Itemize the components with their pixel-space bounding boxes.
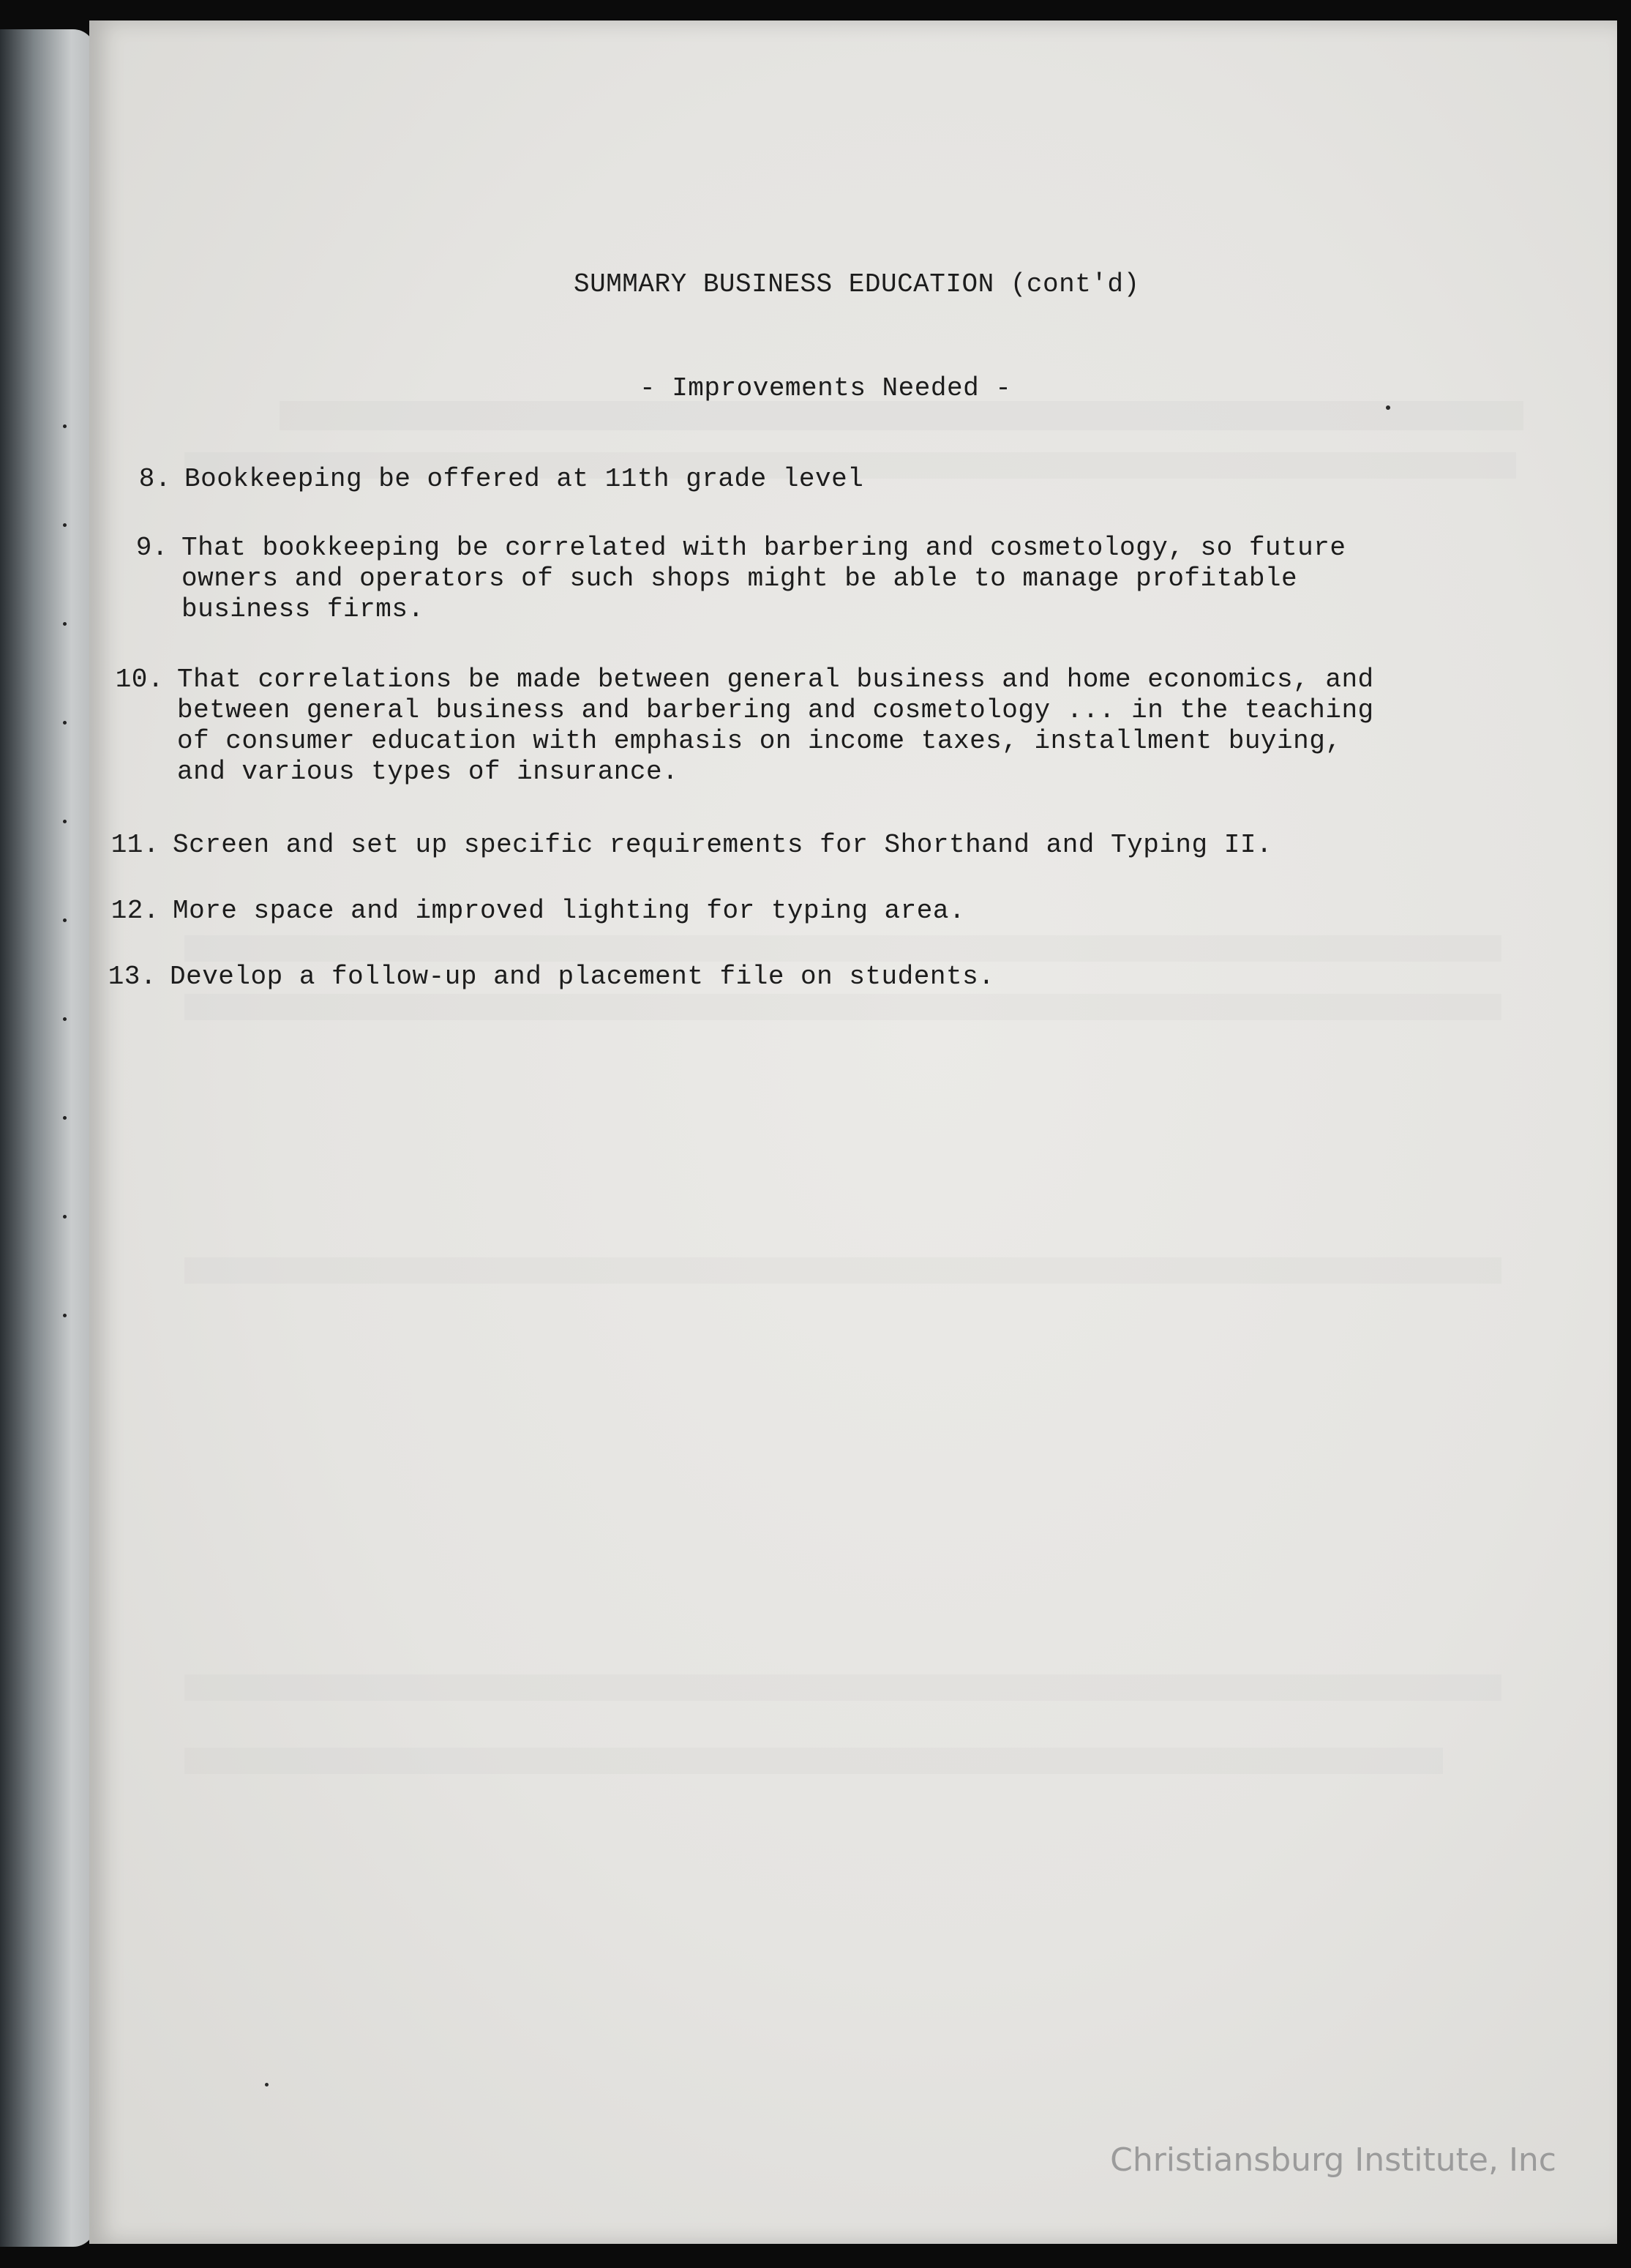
- item-text: Screen and set up specific requirements for Shorthand and Typing II.: [173, 830, 1273, 860]
- list-item: [89, 830, 1272, 861]
- bleed-through-line: [184, 1257, 1501, 1284]
- binding-hole: [63, 1215, 67, 1219]
- binding-hole: [63, 622, 67, 626]
- list-item: [86, 962, 994, 992]
- item-text: More space and improved lighting for typing area.: [173, 896, 966, 926]
- bleed-through-line: [184, 1748, 1443, 1774]
- section-heading: - Improvements Needed -: [640, 373, 1012, 403]
- item-text: That bookkeeping be correlated with barbering and cosmetology, so future owners and operators of such shops might be able to manage profitable business firms.: [181, 533, 1346, 624]
- bleed-through-line: [280, 401, 1523, 430]
- binding-hole: [63, 1017, 67, 1021]
- list-item: [94, 665, 1374, 787]
- list-item: [89, 896, 965, 927]
- stray-mark: [265, 2083, 269, 2087]
- item-number: 13.: [108, 962, 157, 992]
- binding-hole: [63, 523, 67, 527]
- facing-page-edge: [0, 29, 95, 2247]
- list-item: [117, 464, 863, 495]
- binding-hole: [63, 1314, 67, 1317]
- binding-hole: [63, 1116, 67, 1120]
- item-number: 11.: [110, 830, 160, 860]
- bleed-through-line: [184, 994, 1501, 1020]
- bleed-through-line: [184, 1674, 1501, 1701]
- binding-hole: [63, 820, 67, 823]
- item-text: Develop a follow-up and placement file on students.: [170, 962, 995, 992]
- bleed-through-line: [184, 935, 1501, 962]
- binding-hole: [63, 721, 67, 725]
- watermark: Christiansburg Institute, Inc: [1110, 2141, 1556, 2179]
- item-number: 8.: [138, 464, 171, 494]
- item-number: 10.: [115, 665, 164, 695]
- binding-hole: [63, 424, 67, 428]
- document-page: [89, 20, 1617, 2244]
- item-number: 9.: [135, 533, 168, 563]
- list-item: [116, 533, 1346, 625]
- stray-mark: [1386, 405, 1390, 410]
- item-number: 12.: [110, 896, 160, 926]
- item-text: Bookkeeping be offered at 11th grade level: [184, 464, 864, 494]
- page-title: SUMMARY BUSINESS EDUCATION (cont'd): [574, 269, 1140, 299]
- binding-hole: [63, 918, 67, 922]
- item-text: That correlations be made between general business and home economics, and between general business and barbering and cosmetology ... in the teaching of consumer education with emphasis on income taxes, installment buying, and various types of insurance.: [177, 665, 1374, 787]
